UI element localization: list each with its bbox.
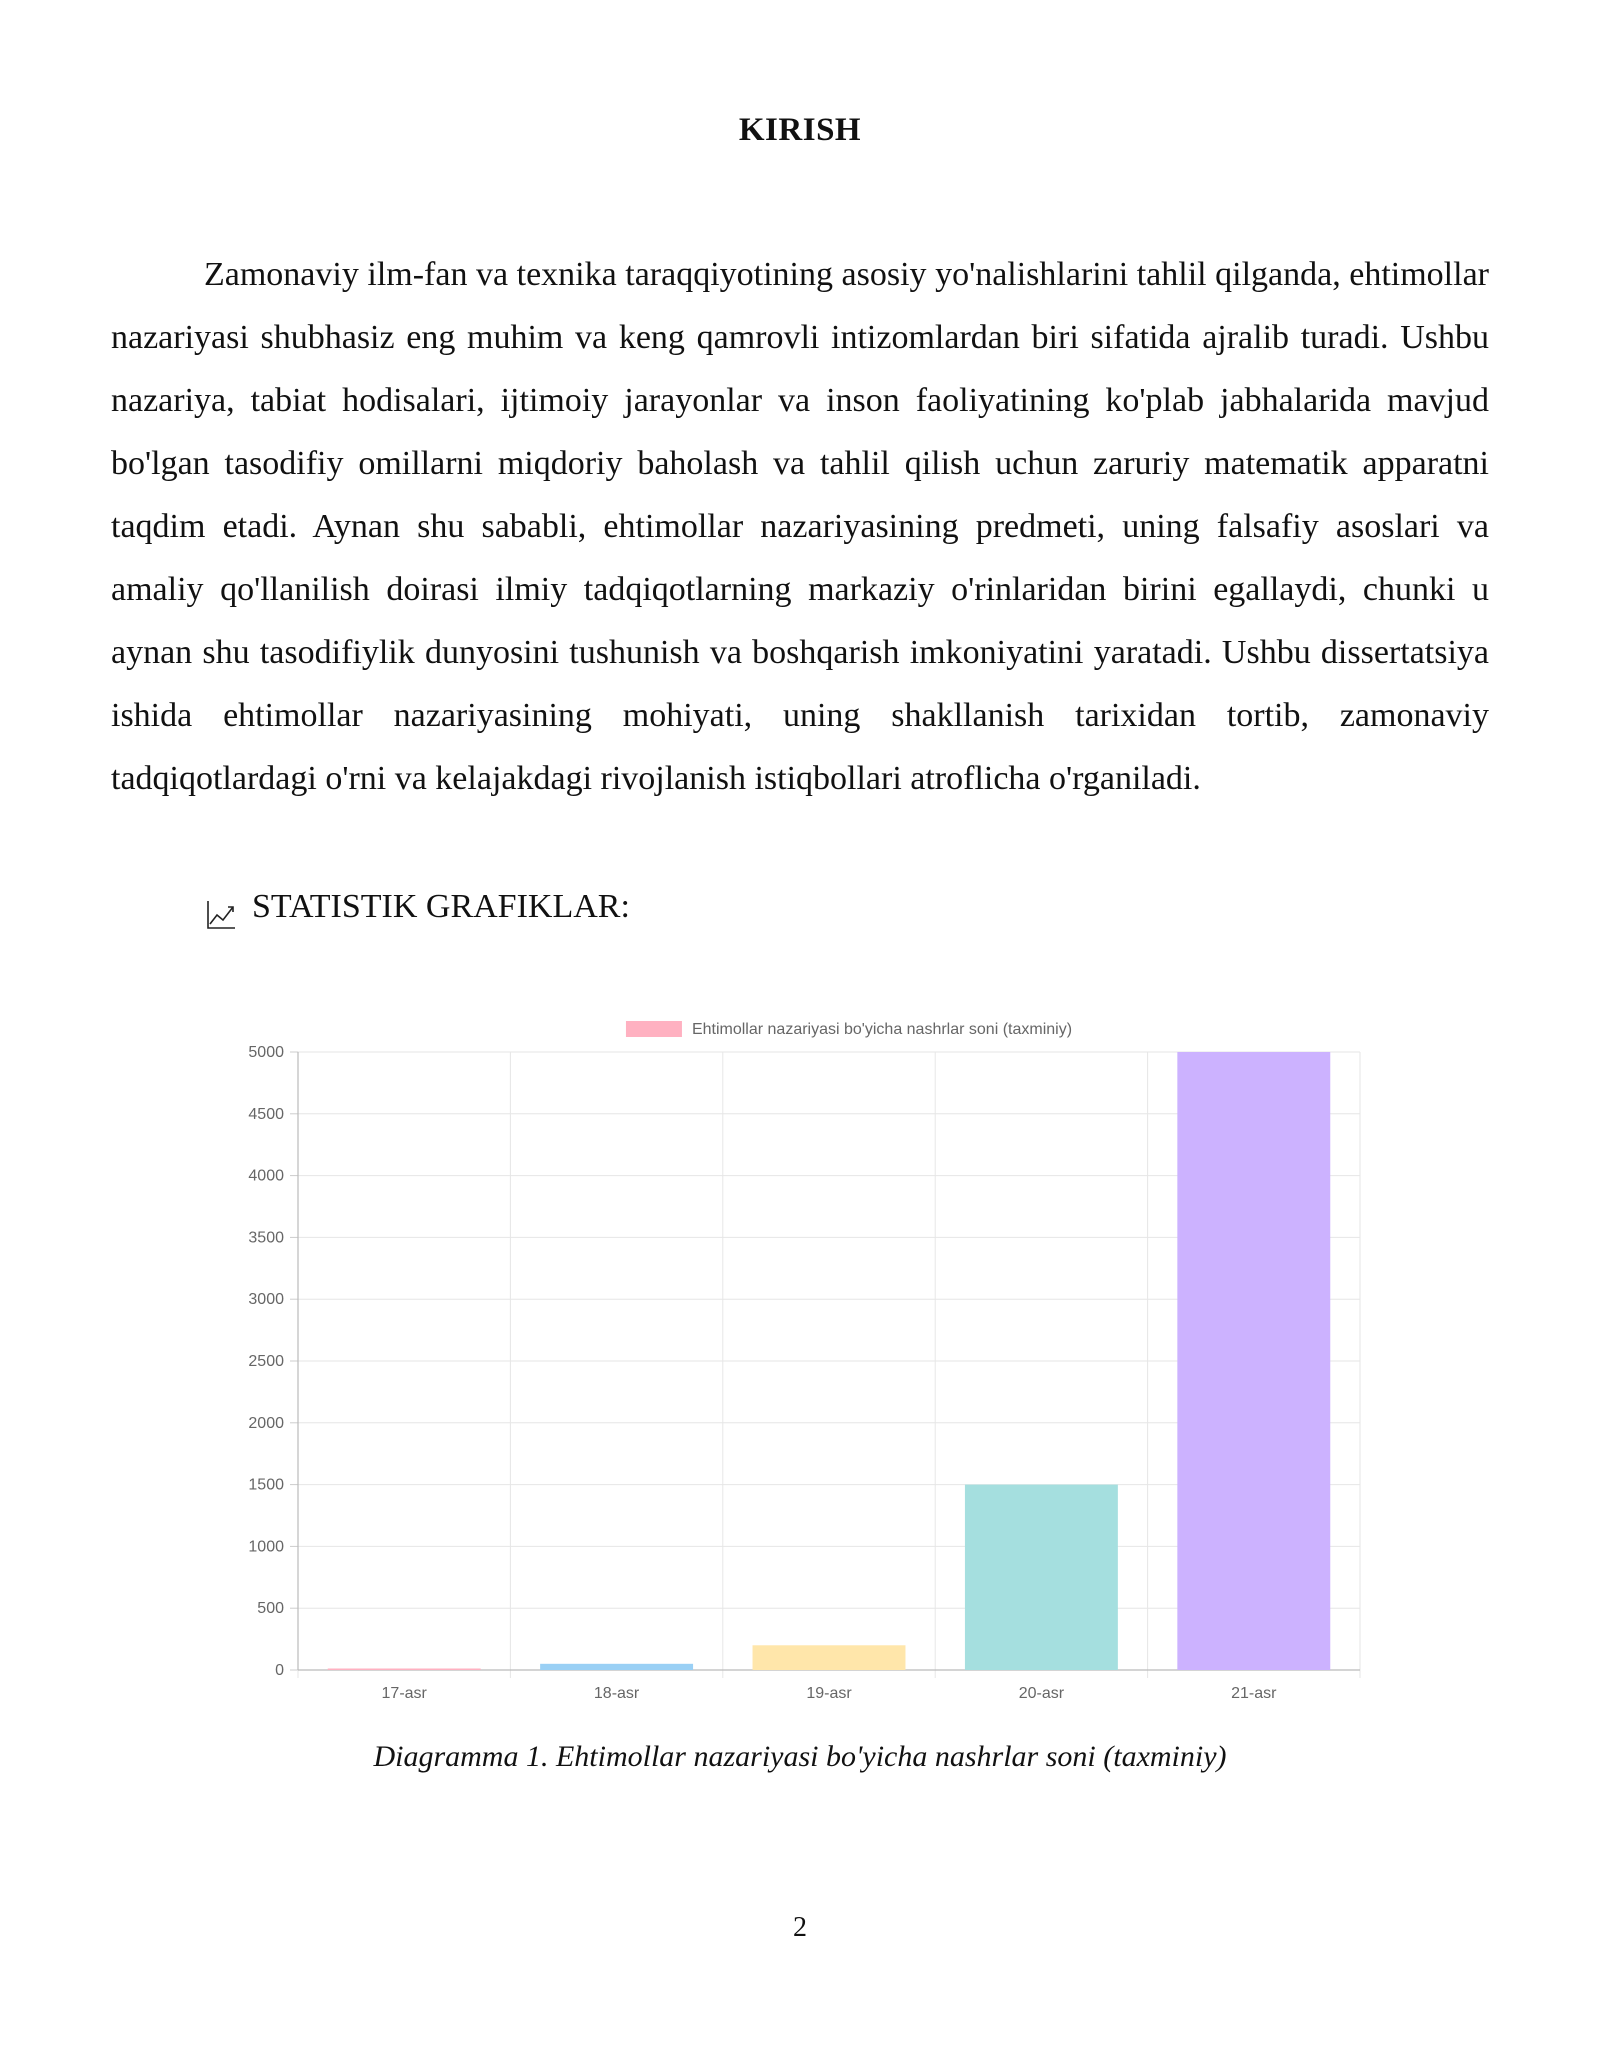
- bar-21-asr: [1177, 1052, 1330, 1670]
- x-tick-label: 18-asr: [593, 1685, 640, 1702]
- legend-swatch: [626, 1021, 682, 1037]
- y-tick-label: 1500: [248, 1476, 284, 1494]
- bar-chart: [200, 1005, 1400, 1725]
- bar-20-asr: [965, 1485, 1118, 1670]
- legend-label: Ehtimollar nazariyasi bo'yicha nashrlar soni (taxminiy): [691, 1021, 1073, 1038]
- y-tick-label: 2500: [248, 1353, 284, 1370]
- page-title: KIRISH: [738, 112, 862, 148]
- y-tick-label: 1000: [248, 1538, 284, 1556]
- y-tick-label: 4500: [248, 1105, 284, 1123]
- x-tick-label: 17-asr: [381, 1685, 427, 1702]
- bar-17-asr: [328, 1669, 481, 1671]
- y-tick-label: 5000: [248, 1044, 284, 1061]
- bar-chart-svg: [200, 1005, 1400, 1725]
- bar-19-asr: [753, 1645, 906, 1670]
- y-tick-label: 0: [275, 1662, 284, 1679]
- figure-caption: Diagramma 1. Ehtimollar nazariyasi bo'yicha nashrlar soni (taxminiy): [373, 1740, 1227, 1773]
- x-tick-label: 19-asr: [806, 1685, 852, 1702]
- bar-18-asr: [540, 1664, 693, 1670]
- y-tick-label: 3500: [248, 1229, 284, 1247]
- y-tick-label: 2000: [248, 1414, 284, 1432]
- chart-increasing-icon: [204, 890, 238, 924]
- y-tick-label: 4000: [248, 1167, 284, 1185]
- section-heading: [204, 875, 630, 938]
- y-tick-label: 500: [257, 1600, 284, 1618]
- page-number: 2: [793, 1912, 807, 1943]
- intro-paragraph: Zamonaviy ilm-fan va texnika taraqqiyotining asosiy yo'nalishlarini tahlil qilganda, ehtimollar nazariyasi shubhasiz eng muhim va keng qamrovli intizomlardan biri sifatida ajralib turadi. Ushbu nazariya, tabiat hodisalari, ijtimoiy jarayonlar va inson faoliyatining ko'plab jabhalarida mavjud bo'lgan tasodifiy omillarni miqdoriy baholash va tahlil qilish uchun zaruriy matematik apparatni taqdim etadi. Aynan shu sababli, ehtimollar nazariyasining predmeti, uning falsafiy asoslari va amaliy qo'llanilish doirasi ilmiy tadqiqotlarning markaziy o'rinlaridan birini egallaydi, chunki u aynan shu tasodifiylik dunyosini tushunish va boshqarish imkoniyatini yaratadi. Ushbu dissertatsiya ishida ehtimollar nazariyasining mohiyati, uning shakllanish tarixidan tortib, zamonaviy tadqiqotlardagi o'rni va kelajakdagi rivojlanish istiqbollari atroflicha o'rganiladi.: [111, 256, 1489, 797]
- x-tick-label: 20-asr: [1018, 1685, 1065, 1702]
- y-tick-label: 3000: [248, 1291, 284, 1309]
- x-tick-label: 21-asr: [1231, 1685, 1277, 1702]
- section-heading-text: STATISTIK GRAFIKLAR:: [252, 888, 630, 925]
